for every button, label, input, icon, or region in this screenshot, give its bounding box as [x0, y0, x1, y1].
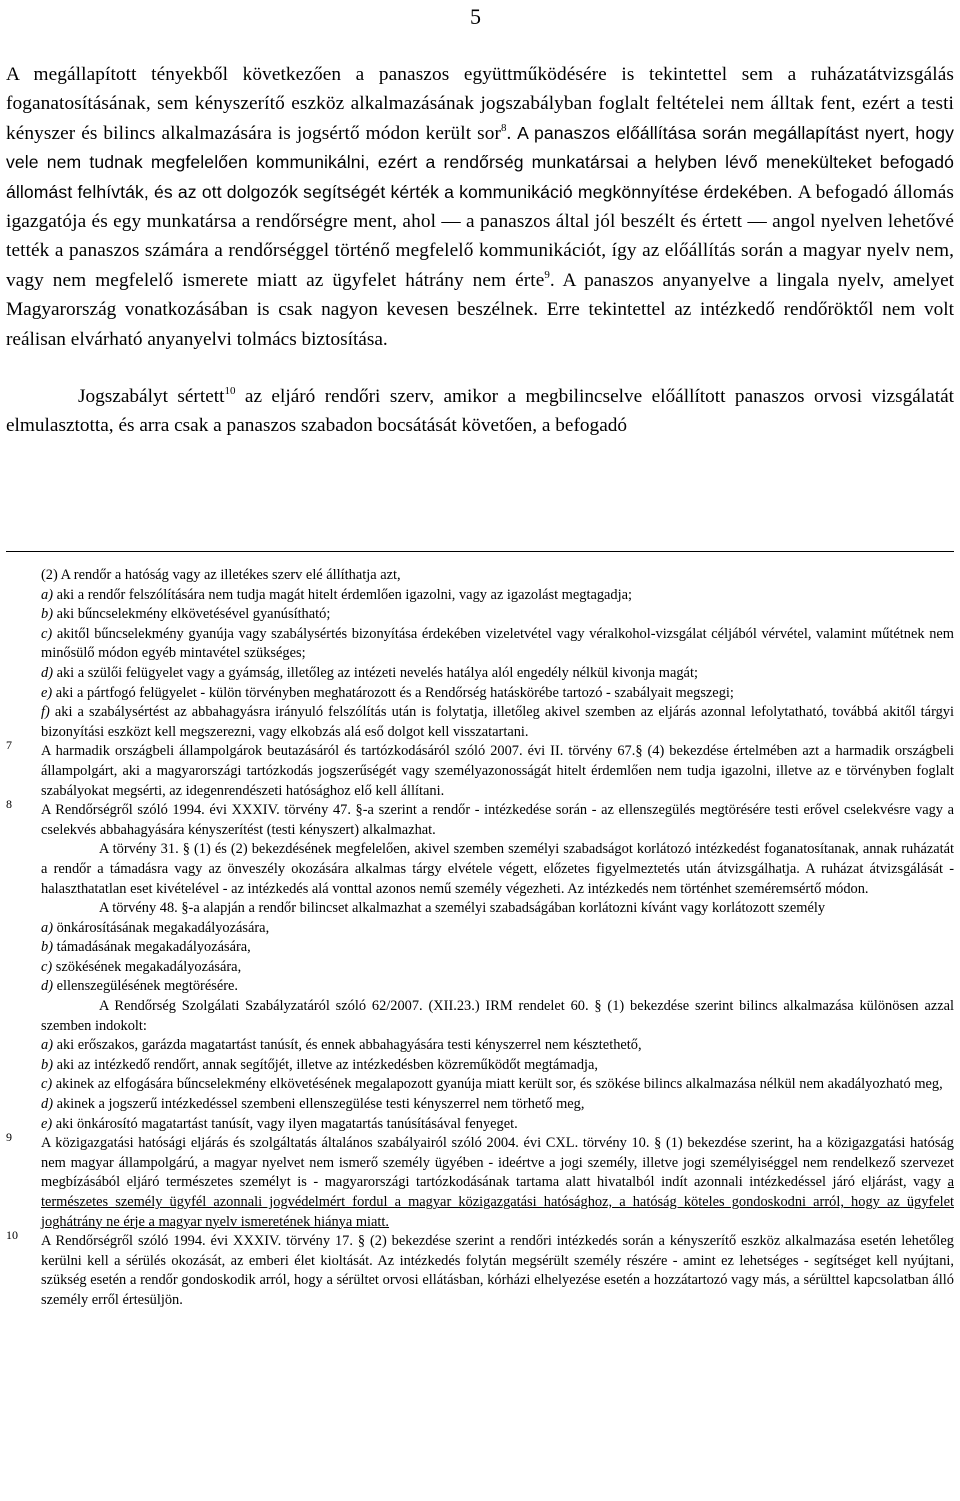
footnotes — [6, 566, 954, 1311]
fn8-p3-item-d — [6, 977, 954, 997]
paragraph-1 — [6, 60, 954, 354]
fn7-intro: (2) A rendőr a hatóság vagy az illetékes szerv elé állíthatja azt, — [41, 567, 401, 583]
fn8-p4-item-c — [6, 1075, 954, 1095]
fn8-p4-item-d — [6, 1095, 954, 1115]
item-text: támadásának megakadályozására, — [53, 939, 251, 956]
item-text: aki az intézkedő rendőrt, annak segítőjét, illetve az intézkedésben közreműködőt megtámadja, — [53, 1056, 599, 1073]
footnote-10: 10 A Rendőrségről szóló 1994. évi XXXIV. törvény 17. § (2) bekezdése szerint a rendőri intézkedés során a kényszerítő eszköz alkalmazása esetén lehetőleg kerülni kell a sérülés okozását, az emberi élet kioltását. Az intézkedés folytán megsérült személy részére - amint ez lehetséges - segítséget kell nyújtani, szükség esetén a rendőr gondoskodik arról, hogy a sérültet orvosi ellátásban, kórházi elhelyezése esetén a hozzátartozó vagy más, a sérülttel kapcsolatban álló személy erről értesüljön. — [6, 1228, 954, 1308]
footnote-9: 9 A közigazgatási hatósági eljárás és szolgáltatás általános szabályairól szóló 2004. évi CXL. törvény 10. § (1) bekezdése szerint, ha a közigazgatási hatóság nem magyar állampolgárú, a magyar nyelvet nem ismerő személy ügyében - ideértve a jogi személy, illetve jogi személyiséggel nem rendelkező szervezet megbízásából eljáró természetes személyt is - magyarországi tartózkodásának tartama alatt hivatalból indít azonnali intézkedéssel járó eljárást, vagy a természetes személy ügyfél azonnali jogvédelmért fordul a magyar közigazgatási hatósághoz, a hatóság köteles gondoskodni arról, hogy az ügyfelet joghátrány ne érje a magyar nyelv ismeretének hiánya miatt. — [6, 1130, 954, 1230]
p1-sentence-3: A befogadó állomás igazgatója és egy munkatársa a rendőrségre ment, ahol — a panaszos által jól beszélt és értett — angol nyelven lehetővé tették a panaszos számára a rendőrséggel történő megfelelő kommunikációt, így az előállítás során a magyar nyelv nem, vagy nem megfelelő ismerete miatt az ügyfelet hátrány nem érte — [6, 181, 954, 291]
item-letter: d) — [41, 664, 53, 681]
item-letter: c) — [41, 1076, 53, 1093]
item-letter: d) — [41, 1096, 53, 1113]
footnote-ref-9[interactable]: 9 — [544, 268, 550, 281]
footnote-text: A közigazgatási hatósági eljárás és szolgáltatás általános szabályairól szóló 2004. évi CXL. törvény 10. § (1) bekezdése szerint, ha a közigazgatási hatóság nem magyar állampolgárú, a magyar nyelvet nem ismerő személy ügyében - ideértve a jogi személy, illetve jogi személyiséggel nem rendelkező szervezet megbízásából eljáró természetes személyt is - magyarországi tartózkodásának tartama alatt hivatalból indít azonnali intézkedéssel járó eljárást, vagy — [41, 1135, 954, 1191]
item-letter: b) — [41, 939, 53, 956]
item-text: akinek a jogszerű intézkedéssel szembeni ellenszegülése testi kényszerrel nem törhető meg, — [53, 1096, 585, 1113]
item-letter: a) — [41, 586, 53, 603]
fn8-paragraph-2: A törvény 31. § (1) és (2) bekezdésének megfelelően, akivel szemben személyi szabadságot korlátozó intézkedést foganatosítanak, annak ruházatát a rendőr a támadásra vagy az önveszély okozására alkalmas tárgy elvétele végett, előzetes figyelmeztetés után átvizsgálhatja. A ruházat átvizsgálását - halaszthatatlan eset kivételével - az intézkedés alá vonttal azonos nemű személy végezheti. Az intézkedés nem történhet szeméremsértő módon. — [41, 841, 954, 897]
item-text: szökésének megakadályozására, — [52, 958, 242, 975]
paragraph-2 — [6, 382, 954, 441]
fn8-p3-item-b — [6, 938, 954, 958]
item-letter: a) — [41, 1037, 53, 1054]
page-number: 5 — [470, 4, 481, 29]
item-letter: b) — [41, 1056, 53, 1073]
fn8-paragraph-3: A törvény 48. §-a alapján a rendőr bilincset alkalmazhat a személyi szabadságában korlátozni kívánt vagy korlátozott személy — [99, 900, 826, 917]
item-text: aki önkárosító magatartást tanúsít, vagy ilyen magatartás tanúsításával fenyeget. — [52, 1115, 518, 1132]
footnote-7: 7 A harmadik országbeli állampolgárok beutazásáról és tartózkodásáról szóló 2007. évi II. törvény 67.§ (4) bekezdése értelmében azt a harmadik országbeli állampolgárt, aki a magyarországi tartózkodás jogszerűségét vagy személyazonosságát hitelt érdemlően nem tudja igazolni, illetve az e törvényben foglalt szabályokat megsérti, az idegenrendészeti hatósághoz elő kell állítani. — [6, 738, 954, 799]
footnote-text: A Rendőrségről szóló 1994. évi XXXIV. törvény 47. §-a szerint a rendőr - intézkedése során - az ellenszegülés megtörésére testi erővel cselekvésre vagy a cselekvés abbahagyására kényszerítést (testi kényszert) alkalmazhat. — [41, 802, 954, 838]
fn7-item-a — [6, 586, 954, 606]
item-letter: b) — [41, 606, 53, 623]
item-letter: c) — [41, 958, 53, 975]
fn7-item-b — [6, 605, 954, 625]
item-letter: a) — [41, 919, 53, 936]
fn7-item-c — [6, 625, 954, 664]
item-text: akinek az elfogására bűncselekmény elkövetésének megalapozott gyanúja miatt került sor, és szökése bilincs alkalmazása nélkül nem akadályozható meg, — [52, 1076, 943, 1093]
main-text — [6, 60, 954, 441]
footnote-underlined-text: a természetes személy ügyfél azonnali jogvédelmért fordul a magyar közigazgatási hatósághoz, a hatóság köteles gondoskodni arról, hogy az ügyfelet joghátrány ne érje a magyar nyelv ismeretének hiánya miatt. — [41, 1174, 954, 1230]
p1-sentence-4: . A panaszos anyanyelve a lingala nyelv, amelyet Magyarország vonatkozásában is csak nagyon kevesen beszélnek. Erre tekintettel az intézkedő rendőröktől nem volt reálisan elvárható anyanyelvi tolmács biztosítása. — [6, 269, 954, 350]
p2-rest: az eljáró rendőri szerv, amikor a megbilincselve előállított panaszos orvosi vizsgálatát elmulasztotta, és arra csak a panaszos szabadon bocsátását követően, a befogadó — [6, 386, 954, 437]
item-text: aki a szabálysértést az abbahagyásra irányuló felszólítás után is folytatja, illetőleg akivel szemben az eljárás azonnal lefolytatható, továbbá akitől tárgyi bizonyítási eszközt kell megszerezni, vagy elkobzás alá eső dolgot kell visszatartani. — [41, 704, 954, 740]
item-text: aki a pártfogó felügyelet - külön törvényben meghatározott és a Rendőrség hatáskörébe tartozó - szabályait megszegi; — [52, 684, 734, 701]
item-letter: d) — [41, 978, 53, 995]
item-letter: e) — [41, 684, 53, 701]
footnote-ref-8[interactable]: 8 — [501, 121, 507, 134]
fn8-p4-item-a — [6, 1036, 954, 1056]
fn8-p4-item-b — [6, 1056, 954, 1076]
fn8-p3-item-a — [6, 919, 954, 939]
fn7-item-e — [6, 684, 954, 704]
item-letter: f) — [41, 704, 50, 721]
item-text: akitől bűncselekmény gyanúja vagy szabálysértés bizonyítása érdekében vizeletvétel vagy véralkohol-vizsgálat céljából vérvétel, valamint műtétnek nem minősülő módon egyéb mintavétel szükséges; — [41, 625, 954, 662]
item-text: aki a rendőr felszólítására nem tudja magát hitelt érdemlően igazolni, vagy az igazolást megtagadja; — [53, 586, 632, 603]
p1-sentence-2: A panaszos előállítása során megállapítást nyert, hogy vele nem tudnak megfelelően kommunikálni, ezért a rendőrség munkatársai a helyben lévő menekülteket befogadó állomást felhívták, és az ott dolgozók segítségét kérték a kommunikáció megkönnyítése érdekében. — [6, 122, 954, 202]
footnote-text: A harmadik országbeli állampolgárok beutazásáról és tartózkodásáról szóló 2007. évi II. törvény 67.§ (4) bekezdése értelmében azt a harmadik országbeli állampolgárt, aki a magyarországi tartózkodás jogszerűségét vagy személyazonosságát hitelt érdemlően nem tudja igazolni, illetve az e törvényben foglalt szabályokat megsérti, az idegenrendészeti hatósághoz elő kell állítani. — [41, 743, 954, 799]
item-letter: e) — [41, 1115, 53, 1132]
footnote-divider — [6, 551, 954, 552]
item-letter: c) — [41, 625, 53, 642]
item-text: aki bűncselekmény elkövetésével gyanúsítható; — [53, 606, 331, 623]
p2-start: Jogszabályt sértett — [78, 386, 225, 408]
footnote-ref-10[interactable]: 10 — [224, 385, 236, 398]
fn8-p4-item-e — [6, 1115, 954, 1135]
fn7-item-d — [6, 664, 954, 684]
footnote-text: A Rendőrségről szóló 1994. évi XXXIV. törvény 17. § (2) bekezdése szerint a rendőri intézkedés során a kényszerítő eszköz alkalmazása esetén lehetőleg kerülni kell a sérülés okozását, az emberi élet kioltását. Az intézkedés folytán megsérült személy részére - amint ez lehetséges - segítséget kell nyújtani, szükség esetén a rendőr gondoskodik arról, hogy a sérültet orvosi ellátásban, kórházi elhelyezése esetén a hozzátartozó vagy más, a sérülttel kapcsolatban álló személy erről értesüljön. — [41, 1233, 954, 1308]
footnote-8: 8 A Rendőrségről szóló 1994. évi XXXIV. törvény 47. §-a szerint a rendőr - intézkedése során - az ellenszegülés megtörésére testi erővel cselekvésre vagy a cselekvés abbahagyására kényszerítést (testi kényszert) alkalmazhat. — [6, 797, 954, 838]
p1-sentence-1-end: . — [506, 122, 512, 144]
fn8-paragraph-4: A Rendőrség Szolgálati Szabályzatáról szóló 62/2007. (XII.23.) IRM rendelet 60. § (1) bekezdése szerint bilincs alkalmazása különösen azzal szemben indokolt: — [41, 998, 954, 1034]
item-text: aki erőszakos, garázda magatartást tanúsít, és ennek abbahagyására testi kényszerrel nem késztethető, — [53, 1037, 642, 1054]
p1-sentence-1: A megállapított tényekből következően a panaszos együttműködésére is tekintettel sem a ruházatátvizsgálás foganatosításának, sem kényszerítő eszköz alkalmazásának jogszabályban foglalt feltételei nem álltak fent, ezért a testi kényszer és bilincs alkalmazására is jogsértő módon került sor — [6, 64, 954, 144]
item-text: aki a szülői felügyelet vagy a gyámság, illetőleg az intézeti nevelés hatálya alól engedély nélkül kivonja magát; — [53, 664, 698, 681]
fn8-p3-item-c — [6, 958, 954, 978]
item-text: ellenszegülésének megtörésére. — [53, 978, 238, 995]
item-text: önkárosításának megakadályozására, — [53, 919, 270, 936]
fn7-item-f — [6, 703, 954, 742]
